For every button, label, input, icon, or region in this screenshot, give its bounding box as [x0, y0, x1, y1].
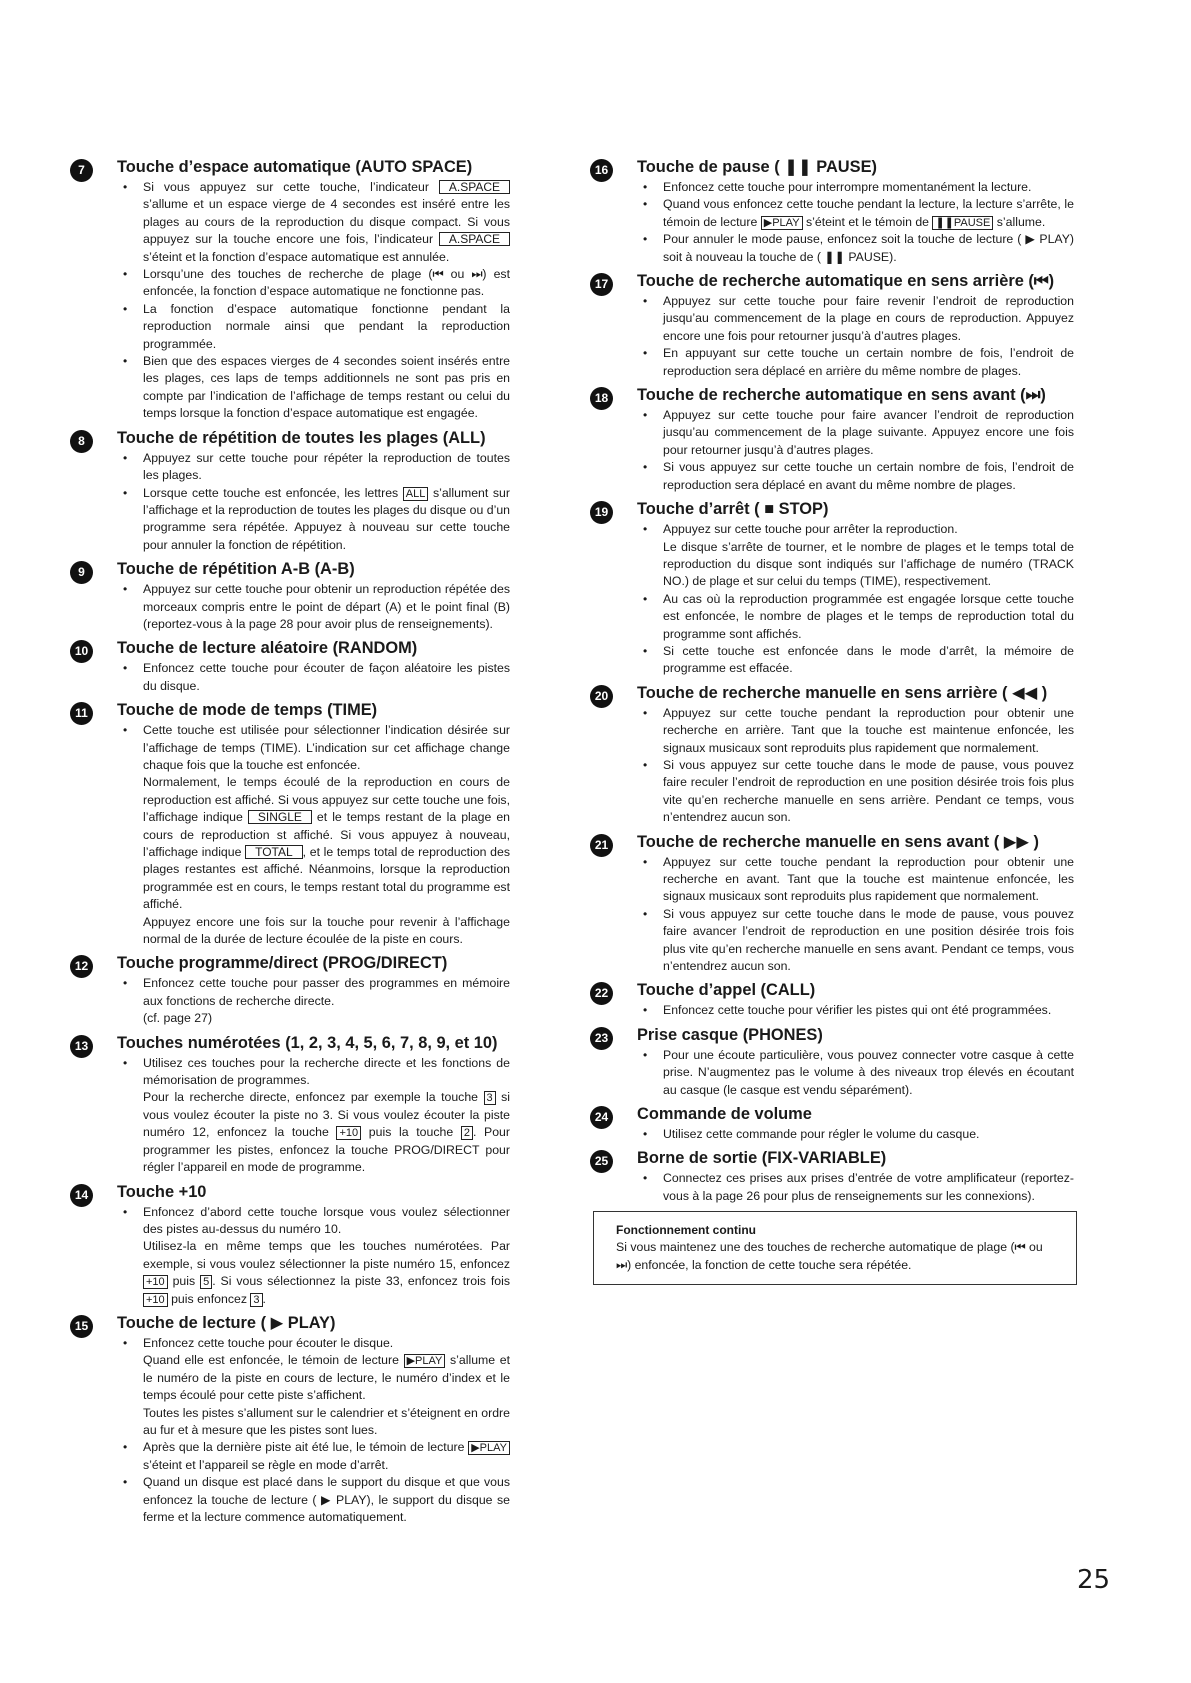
section-13-title: Touches numérotées (1, 2, 3, 4, 5, 6, 7, 8, 9, et 10) [117, 1033, 498, 1052]
section-24 [590, 1105, 1074, 1143]
section-14-number: 14 [70, 1184, 93, 1207]
section-7-item-2: • Lorsqu’une des touches de recherche de plage (⏮ ou ⏭) est enfoncée, la fonction d’espace automatique ne fonctionne pas. [143, 266, 510, 301]
section-18 [590, 386, 1074, 494]
section-13-item-1: • Utilisez ces touches pour la recherche directe et les fonctions de mémorisation de programmes. Pour la recherche directe, enfoncez par exemple la touche 3 si vous voulez écouter la piste no 3. Si vous voulez écouter la piste numéro 12, enfoncez la touche +10 puis la touche 2 . Pour programmer les pistes, enfoncez la touche PROG/DIRECT pour régler l’appareil en mode de programme. [143, 1055, 510, 1177]
section-18-number: 18 [590, 387, 613, 410]
right-column [590, 158, 1074, 1285]
section-14-item-1: • Enfoncez d’abord cette touche lorsque vous voulez sélectionner des pistes au-dessus du numéro 10. Utilisez-la en même temps que les touches numérotées. Par exemple, si vous voulez sélectionner la piste numéro 15, enfoncez +10 puis 5 . Si vous sélectionnez la piste 33, enfoncez trois fois +10 puis enfoncez 3 . [143, 1204, 510, 1308]
section-19-number: 19 [590, 501, 613, 524]
key-3: 3 [250, 1293, 262, 1307]
left-column [70, 158, 510, 1532]
section-18-title: Touche de recherche automatique en sens avant (⏭) [637, 386, 1046, 405]
section-22-item-1: • Enfoncez cette touche pour vérifier les pistes qui ont été programmées. [663, 1002, 1074, 1019]
section-10-number: 10 [70, 640, 93, 663]
section-12-title: Touche programme/direct (PROG/DIRECT) [117, 954, 448, 973]
section-16-number: 16 [590, 159, 613, 182]
section-13 [70, 1034, 510, 1177]
section-21-item-2: • Si vous appuyez sur cette touche dans le mode de pause, vous pouvez faire avancer l’endroit de reproduction en une position désirée trois fois plus vite qu’en recherche manuelle en sens avant. Pendant ce temps, vous n’entendrez aucun son. [663, 906, 1074, 976]
section-7-number: 7 [70, 159, 93, 182]
section-10-title: Touche de lecture aléatoire (RANDOM) [117, 639, 418, 658]
section-23-item-1: • Pour une écoute particulière, vous pouvez connecter votre casque à cette prise. N’augmentez pas le volume à des niveaux trop élevés en écoutant au casque (le casque est vendu séparément). [663, 1047, 1074, 1099]
section-22-title: Touche d’appel (CALL) [637, 981, 816, 1000]
all-indicator: ALL [403, 487, 429, 501]
section-8-item-1: • Appuyez sur cette touche pour répéter la reproduction de toutes les plages. [143, 450, 510, 485]
section-24-title: Commande de volume [637, 1105, 812, 1124]
section-16 [590, 158, 1074, 266]
note-title: Fonctionnement continu [616, 1223, 756, 1238]
section-19-item-1: • Appuyez sur cette touche pour arrêter la reproduction. Le disque s’arrête de tourner, et le nombre de plages et le temps total de reproduction du disque sont indiqués sur l’affichage de numéro (TRACK NO.) de plage et sur celui du temps (TIME), respectivement. [663, 521, 1074, 591]
section-17-title: Touche de recherche automatique en sens arrière (⏮) [637, 272, 1055, 291]
section-9 [70, 560, 510, 633]
section-15 [70, 1314, 510, 1526]
section-7-item-3: • La fonction d’espace automatique fonctionne pendant la reproduction normale ainsi que pendant la reproduction programmée. [143, 301, 510, 353]
section-11 [70, 701, 510, 948]
section-25-item-1: • Connectez ces prises aux prises d’entrée de votre amplificateur (reportez-vous à la page 26 pour plus de renseignements sur les connexions). [663, 1170, 1074, 1205]
section-12-number: 12 [70, 955, 93, 978]
section-9-number: 9 [70, 561, 93, 584]
key-3: 3 [484, 1091, 496, 1105]
section-8-item-2: • Lorsque cette touche est enfoncée, les lettres ALL s’allument sur l’affichage et la reproduction de toutes les plages du disque ou d’un programme sera répétée. Appuyez à nouveau sur cette touche pour annuler la fonction de répétition. [143, 485, 510, 555]
section-21 [590, 833, 1074, 976]
section-15-item-2: • Après que la dernière piste ait été lue, le témoin de lecture ▶PLAY s’éteint et l’appareil se règle en mode d’arrêt. [143, 1439, 510, 1474]
section-20 [590, 684, 1074, 827]
section-16-item-1: • Enfoncez cette touche pour interrompre momentanément la lecture. [663, 179, 1074, 196]
key-plus-10: +10 [143, 1293, 168, 1307]
section-11-number: 11 [70, 702, 93, 725]
play-indicator: ▶PLAY [761, 216, 803, 230]
section-17 [590, 272, 1074, 380]
section-7-item-4: • Bien que des espaces vierges de 4 secondes soient insérés entre les plages, ces laps de temps additionnels ne sont pas pris en compte par l’indication de l’affichage de temps restant ou celui du temps lorsque la fonction d’espace automatique est engagée. [143, 353, 510, 423]
section-17-item-2: • En appuyant sur cette touche un certain nombre de fois, l’endroit de reproduction sera déplacé en arrière du même nombre de plages. [663, 345, 1074, 380]
section-24-number: 24 [590, 1106, 613, 1129]
a-space-indicator: A.SPACE [439, 232, 510, 246]
a-space-indicator: A.SPACE [439, 180, 510, 194]
pause-indicator: ❚❚PAUSE [932, 216, 993, 230]
section-21-title: Touche de recherche manuelle en sens avant ( ▶▶ ) [637, 832, 1040, 851]
section-12-item-1: • Enfoncez cette touche pour passer des programmes en mémoire aux fonctions de recherche directe. (cf. page 27) [143, 975, 510, 1027]
section-8-number: 8 [70, 430, 93, 453]
section-14-title: Touche +10 [117, 1182, 207, 1201]
play-indicator: ▶PLAY [468, 1441, 510, 1455]
key-2: 2 [461, 1126, 473, 1140]
section-7-item-1: • Si vous appuyez sur cette touche, l’indicateur A.SPACE s’allume et un espace vierge de 4 secondes est inséré entre les plages au cours de la reproduction du disque compact. Si vous appuyez sur la touche encore une fois, l’indicateur A.SPACE s’éteint et la fonction d’espace automatique est annulée. [143, 179, 510, 266]
section-10-item-1: • Enfoncez cette touche pour écouter de façon aléatoire les pistes du disque. [143, 660, 510, 695]
section-20-item-1: • Appuyez sur cette touche pendant la reproduction pour obtenir une recherche en arrière. Tant que la touche est maintenue enfoncée, les signaux musicaux sont reproduits plus rapidement que normalement. [663, 705, 1074, 757]
key-plus-10: +10 [336, 1126, 361, 1140]
key-plus-10: +10 [143, 1275, 168, 1289]
section-20-title: Touche de recherche manuelle en sens arrière ( ◀◀ ) [637, 683, 1048, 702]
section-16-item-2: • Quand vous enfoncez cette touche pendant la lecture, la lecture s’arrête, le témoin de lecture ▶PLAY s’éteint et le témoin de ❚❚PAUSE s’allume. [663, 196, 1074, 231]
section-18-item-2: • Si vous appuyez sur cette touche un certain nombre de fois, l’endroit de reproduction sera déplacé en avant du même nombre de plages. [663, 459, 1074, 494]
section-19-item-2: • Au cas où la reproduction programmée est engagée lorsque cette touche est enfoncée, le nombre de plages et le temps de reproduction total du programme sont affichés. [663, 591, 1074, 643]
section-9-title: Touche de répétition A-B (A-B) [117, 560, 355, 579]
section-20-number: 20 [590, 685, 613, 708]
section-17-number: 17 [590, 273, 613, 296]
section-25-number: 25 [590, 1150, 613, 1173]
section-21-item-1: • Appuyez sur cette touche pendant la reproduction pour obtenir une recherche en avant. Tant que la touche est maintenue enfoncée, les signaux musicaux sont reproduits plus rapidement que normalement. [663, 854, 1074, 906]
section-12 [70, 954, 510, 1027]
section-20-item-2: • Si vous appuyez sur cette touche dans le mode de pause, vous pouvez faire reculer l’endroit de reproduction en une position désirée trois fois plus vite qu’en recherche manuelle en sens arrière. Pendant ce temps, vous n’entendrez aucun son. [663, 757, 1074, 827]
section-14 [70, 1183, 510, 1308]
single-indicator: SINGLE [248, 810, 312, 824]
section-19 [590, 500, 1074, 678]
section-19-item-3: • Si cette touche est enfoncée dans le mode d’arrêt, la mémoire de programme est effacée. [663, 643, 1074, 678]
key-5: 5 [200, 1275, 212, 1289]
play-indicator: ▶PLAY [404, 1354, 446, 1368]
section-9-item-1: • Appuyez sur cette touche pour obtenir un reproduction répétée des morceaux compris entre le point de départ (A) et le point final (B) (reportez-vous à la page 28 pour avoir plus de renseignements). [143, 581, 510, 633]
section-11-title: Touche de mode de temps (TIME) [117, 701, 378, 720]
note-box [593, 1211, 1077, 1285]
section-23-number: 23 [590, 1027, 613, 1050]
section-18-item-1: • Appuyez sur cette touche pour faire avancer l’endroit de reproduction jusqu’au commencement de la plage suivante. Appuyez encore une fois pour retourner jusqu’à d’autres plages. [663, 407, 1074, 459]
section-15-number: 15 [70, 1315, 93, 1338]
total-indicator: TOTAL [245, 845, 303, 859]
note-text: Si vous maintenez une des touches de recherche automatique de plage (⏮ ou ⏭) enfoncée, la fonction de cette touche sera répétée. [616, 1240, 1043, 1272]
section-10 [70, 639, 510, 695]
section-8-title: Touche de répétition de toutes les plages (ALL) [117, 428, 486, 447]
section-8 [70, 429, 510, 554]
section-15-item-1: • Enfoncez cette touche pour écouter le disque. Quand elle est enfoncée, le témoin de lecture ▶PLAY s’allume et le numéro de la piste en cours de lecture, le numéro d’index et le temps écoulé pour cette piste s’affichent. Toutes les pistes s’allument sur le calendrier et s’éteignent en ordre au fur et à mesure que les pistes sont lues. [143, 1335, 510, 1439]
section-15-title: Touche de lecture ( ▶ PLAY) [117, 1313, 336, 1332]
section-25-title: Borne de sortie (FIX-VARIABLE) [637, 1149, 887, 1168]
section-22 [590, 981, 1074, 1019]
section-23-title: Prise casque (PHONES) [637, 1025, 823, 1044]
section-24-item-1: • Utilisez cette commande pour régler le volume du casque. [663, 1126, 1074, 1143]
section-15-item-3: • Quand un disque est placé dans le support du disque et que vous enfoncez la touche de lecture ( ▶ PLAY), le support du disque se ferme et la lecture commence automatiquement. [143, 1474, 510, 1526]
section-16-title: Touche de pause ( ❚❚ PAUSE) [637, 158, 877, 176]
section-7 [70, 158, 510, 423]
section-7-title: Touche d’espace automatique (AUTO SPACE) [117, 158, 473, 176]
section-13-number: 13 [70, 1035, 93, 1058]
section-11-item-1: • Cette touche est utilisée pour sélectionner l’indication désirée sur l’affichage de temps (TIME). L’indication sur cet affichage change chaque fois que la touche est enfoncée. Normalement, le temps écoulé de la reproduction en cours de reproduction est affiché. Si vous appuyez sur cette touche une fois, l’affichage indique SINGLE et le temps restant de la plage en cours de reproduction st affiché. Si vous appuyez à nouveau, l’affichage indique TOTAL , et le temps total de reproduction des plages restantes est affiché. Néanmoins, lorsque la reproduction programmée est en cours, le temps restant total du programme est affiché. Appuyez encore une fois sur la touche pour revenir à l’affichage normal de la durée de lecture écoulée de la piste en cours. [143, 722, 510, 948]
section-16-item-3: • Pour annuler le mode pause, enfoncez soit la touche de lecture ( ▶ PLAY) soit à nouveau la touche de ( ❚❚ PAUSE). [663, 231, 1074, 266]
section-21-number: 21 [590, 834, 613, 857]
section-19-title: Touche d’arrêt ( ■ STOP) [637, 500, 829, 519]
section-17-item-1: • Appuyez sur cette touche pour faire revenir l’endroit de reproduction jusqu’au commencement de la plage en cours de reproduction. Appuyez encore une fois pour retourner jusqu’à d’autres plages. [663, 293, 1074, 345]
section-25 [590, 1149, 1074, 1205]
page-number: 25 [1077, 1565, 1111, 1595]
section-22-number: 22 [590, 982, 613, 1005]
section-23 [590, 1026, 1074, 1099]
